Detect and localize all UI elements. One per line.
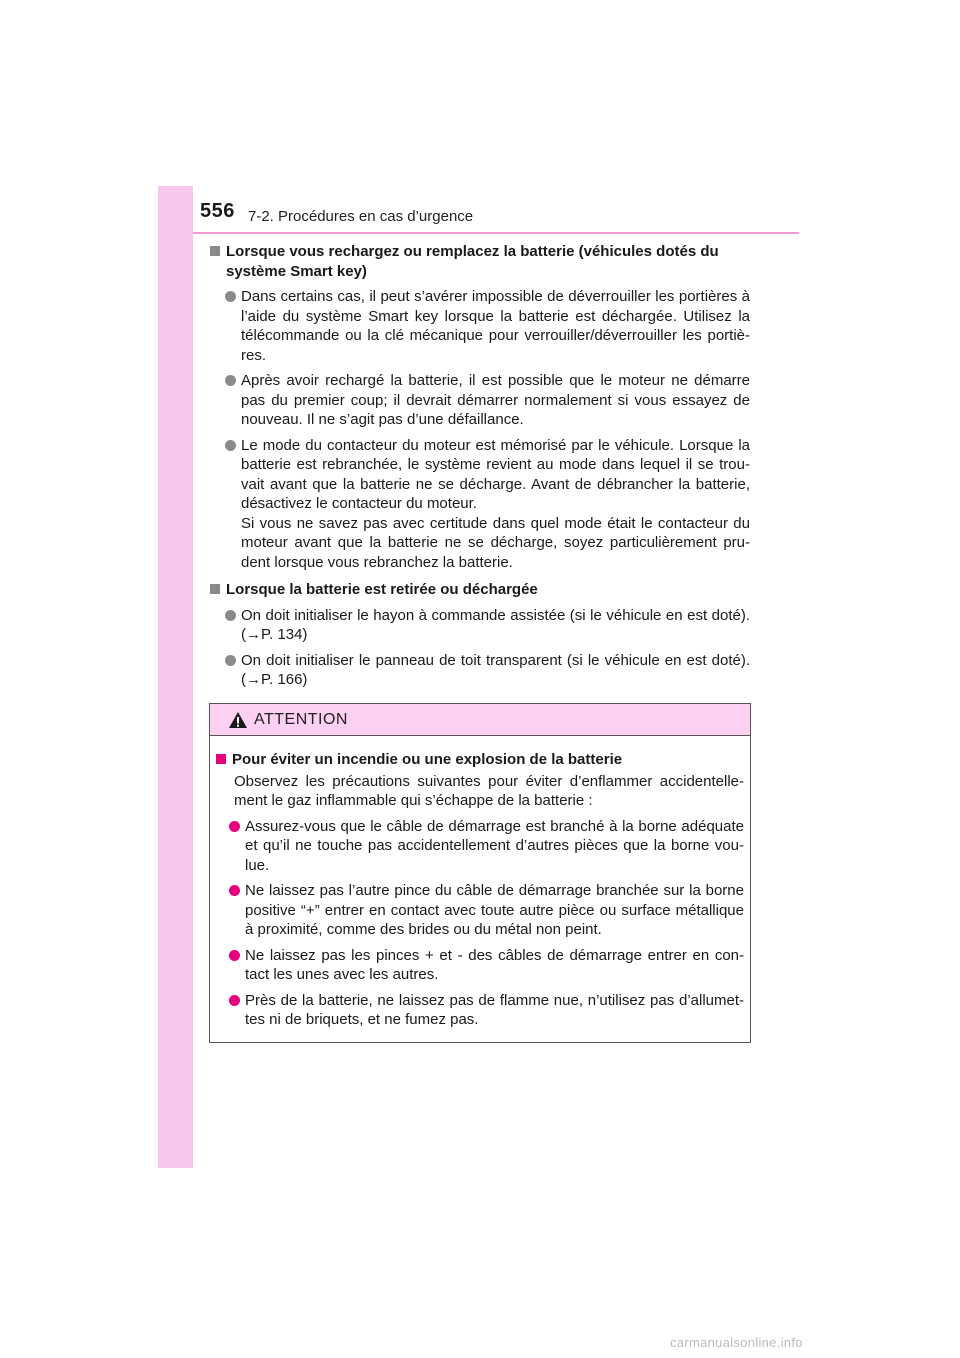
circle-bullet-icon xyxy=(225,655,236,666)
header-divider xyxy=(193,232,799,234)
attention-heading-text: Pour éviter un incendie ou une explosion de la batterie xyxy=(232,751,623,768)
attention-label: ATTENTION xyxy=(254,710,348,728)
attention-body xyxy=(210,736,750,1030)
square-bullet-icon xyxy=(210,584,220,594)
list-item-text: Dans certains cas, il peut s’avérer impossible de déverrouiller les portières à l’aide du système Smart key lorsque la batterie est déchargée. Utilisez la télécommande ou la clé mécanique pour verrouiller/déverrouiller les portiè-res. xyxy=(241,288,750,364)
list-item xyxy=(223,371,750,430)
square-bullet-icon xyxy=(210,246,220,256)
list-item-text: Près de la batterie, ne laissez pas de flamme nue, n’utilisez pas d’allumet-tes ni de briquets, et ne fumez pas. xyxy=(245,991,744,1028)
warning-triangle-icon xyxy=(228,711,248,729)
watermark: carmanualsonline.info xyxy=(670,1335,803,1350)
list-item xyxy=(227,881,744,940)
circle-bullet-icon xyxy=(229,950,240,961)
attention-box xyxy=(209,703,751,1043)
list-item xyxy=(227,817,744,876)
list-item xyxy=(223,651,750,690)
circle-bullet-icon xyxy=(225,440,236,451)
list-item-text: Assurez-vous que le câble de démarrage est branché à la borne adéquate et qu’il ne touche pas accidentellement d’autres pièces que la borne vou-lue. xyxy=(245,817,744,874)
list-item-text: Après avoir rechargé la batterie, il est possible que le moteur ne démarre pas du premier coup; il devrait démarrer normalement si vous essayez de nouveau. Il ne s’agit pas d’une défaillance. xyxy=(241,372,750,428)
attention-intro: Observez les précautions suivantes pour éviter d’enflammer accidentelle-ment le gaz inflammable qui s’échappe de la batterie : xyxy=(234,772,744,809)
circle-bullet-icon xyxy=(225,375,236,386)
circle-bullet-icon xyxy=(229,995,240,1006)
list-item-text: On doit initialiser le hayon à commande assistée (si le véhicule en est doté). (→P. 134) xyxy=(241,606,750,643)
circle-bullet-icon xyxy=(225,610,236,621)
attention-header xyxy=(210,704,750,736)
section-battery-recharge xyxy=(208,242,750,572)
list-item-text: Le mode du contacteur du moteur est mémorisé par le véhicule. Lorsque la batterie est rebranchée, le système revient au mode dans lequel il se trou-vait avant que la batterie ne se décharge. Avant de débrancher la batterie, désactivez le contacteur du moteur. Si vous ne savez pas avec certitude dans quel mode était le contacteur du moteur avant que la batterie ne se décharge, soyez particulièrement pru-dent lorsque vous rebranchez la batterie. xyxy=(241,436,750,571)
section-heading-text: Lorsque la batterie est retirée ou déchargée xyxy=(226,581,538,598)
circle-bullet-icon xyxy=(229,885,240,896)
list-item xyxy=(227,946,744,985)
circle-bullet-icon xyxy=(225,291,236,302)
list-item xyxy=(223,436,750,573)
chapter-sidebar-tab xyxy=(158,186,193,1168)
section-battery-removed xyxy=(208,580,750,690)
section-heading-text: Lorsque vous rechargez ou remplacez la batterie (véhicules dotés du système Smart key) xyxy=(226,243,719,280)
square-bullet-icon xyxy=(216,754,226,764)
list-item-text: On doit initialiser le panneau de toit transparent (si le véhicule en est doté). (→P. 166) xyxy=(241,651,750,688)
circle-bullet-icon xyxy=(229,821,240,832)
chapter-title: 7-2. Procédures en cas d’urgence xyxy=(248,208,474,225)
section-heading xyxy=(208,242,750,281)
list-item-text: Ne laissez pas les pinces + et - des câbles de démarrage entrer en con-tact les unes avec les autres. xyxy=(245,946,744,983)
main-content xyxy=(208,242,750,696)
section-heading xyxy=(208,580,750,600)
list-item xyxy=(223,606,750,645)
page-number: 556 xyxy=(200,200,235,222)
attention-heading xyxy=(214,750,744,770)
list-item-text: Ne laissez pas l’autre pince du câble de démarrage branchée sur la borne positive “+” entrer en contact avec toute autre pièce ou surface métallique à proximité, comme des brides ou du métal non peint. xyxy=(245,882,744,938)
list-item xyxy=(227,991,744,1030)
list-item xyxy=(223,287,750,365)
